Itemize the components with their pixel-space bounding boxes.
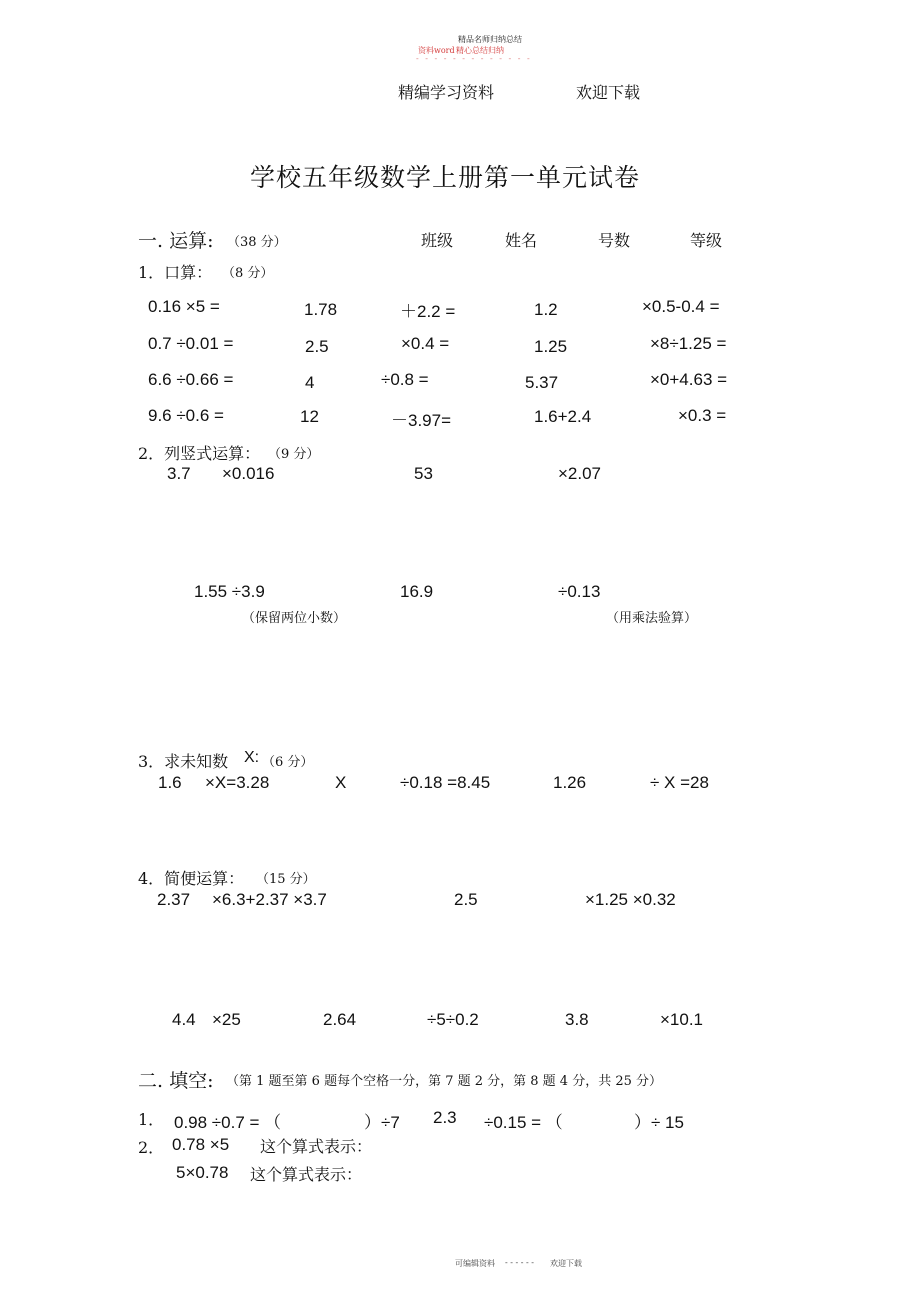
q1-r4c3: －3.97=: [391, 411, 452, 430]
s2-q2-text: 这个算式表示：: [260, 1137, 373, 1156]
q1-r2c3: ×0.4 =: [401, 334, 450, 353]
info-name: 姓名: [505, 231, 538, 250]
q3-c: X: [335, 773, 347, 792]
q1-r4c4: 1.6+2.4: [534, 407, 592, 426]
footer-left: 可编辑资料: [455, 1259, 495, 1268]
q3-x: X:: [244, 749, 260, 766]
q4-r1a: 2.37: [157, 890, 191, 909]
q1-r2c1: 0.7 ÷0.01 =: [148, 334, 234, 353]
q2-r1d: ×2.07: [558, 464, 602, 483]
q4-points: （15 分）: [256, 872, 316, 887]
subtitle-right: 欢迎下载: [576, 83, 641, 102]
q1-label: 1．口算：: [138, 263, 213, 282]
q4-r2c: 2.64: [323, 1010, 357, 1029]
q1-r4c1: 9.6 ÷0.6 =: [148, 406, 224, 425]
q3-points: （6 分）: [262, 755, 314, 770]
subtitle-left: 精编学习资料: [398, 83, 495, 102]
q1-r4c5: ×0.3 =: [678, 406, 727, 425]
q2-r1c: 53: [414, 464, 433, 483]
q1-r2c5: ×8÷1.25 =: [650, 334, 727, 353]
q1-r1c5: ×0.5-0.4 =: [642, 297, 720, 316]
q2-points: （9 分）: [268, 447, 320, 462]
page-title: 学校五年级数学上册第一单元试卷: [250, 163, 641, 192]
s2-q2-label: 2．: [138, 1138, 165, 1157]
section1-points: （38 分）: [227, 235, 287, 250]
q1-r1c3: ＋2.2 =: [400, 302, 456, 321]
q3-d: ÷0.18 =8.45: [400, 773, 491, 792]
s2-q2b-expr: 5×0.78: [176, 1163, 229, 1182]
q1-r2c4: 1.25: [534, 337, 568, 356]
q1-r2c2: 2.5: [305, 337, 329, 356]
s2-q2-expr: 0.78 ×5: [172, 1135, 230, 1154]
q1-r3c1: 6.6 ÷0.66 =: [148, 370, 234, 389]
q2-r2c: ÷0.13: [558, 582, 601, 601]
q4-r2a: 4.4: [172, 1010, 196, 1029]
q1-points: （8 分）: [222, 266, 274, 281]
header-red-left: 资料word: [418, 46, 455, 55]
header-dashes: - - - - - - - - - - - - -: [416, 54, 532, 63]
q2-r2b: 16.9: [400, 582, 434, 601]
q3-a: 1.6: [158, 773, 182, 792]
q4-r2b: ×25: [212, 1010, 241, 1029]
s2-q1-label: 1．: [138, 1110, 165, 1129]
q4-label: 4．简便运算：: [138, 869, 245, 888]
q1-r3c4: 5.37: [525, 373, 559, 392]
q4-r1d: ×1.25 ×0.32: [585, 890, 676, 909]
q1-r4c2: 12: [300, 407, 319, 426]
s2-q1-e: ）÷ 15: [634, 1113, 684, 1132]
q1-r3c3: ÷0.8 =: [381, 370, 429, 389]
section2-note: （第 1 题至第 6 题每个空格一分，第 7 题 2 分，第 8 题 4 分，共 25 分）: [226, 1074, 663, 1089]
q3-e: 1.26: [553, 773, 587, 792]
q4-r1c: 2.5: [454, 890, 478, 909]
header-red-right: 精心总结归纳: [456, 46, 504, 55]
section1-heading: 一. 运算:: [138, 230, 214, 252]
info-number: 号数: [598, 231, 631, 250]
q1-r3c5: ×0+4.63 =: [650, 370, 728, 389]
q2-r1a: 3.7: [167, 464, 191, 483]
q4-r2f: ×10.1: [660, 1010, 704, 1029]
q3-label: 3．求未知数: [138, 752, 229, 771]
section2-heading: 二. 填空:: [138, 1070, 214, 1092]
s2-q1-c: 2.3: [433, 1108, 457, 1127]
q2-r2a: 1.55 ÷3.9: [194, 582, 265, 601]
q2-label: 2．列竖式运算：: [138, 444, 261, 463]
footer-dashes: - - - - - -: [505, 1258, 534, 1267]
q2-r1b: ×0.016: [222, 464, 275, 483]
q2-note-right: （用乘法验算）: [606, 611, 698, 626]
s2-q1-a: 0.98 ÷0.7 = （: [174, 1113, 282, 1132]
s2-q2b-text: 这个算式表示：: [250, 1165, 363, 1184]
s2-q1-d: ÷0.15 = （: [484, 1113, 563, 1132]
q3-b: ×X=3.28: [205, 773, 270, 792]
q3-f: ÷ X =28: [650, 773, 709, 792]
q4-r2e: 3.8: [565, 1010, 589, 1029]
q4-r1b: ×6.3+2.37 ×3.7: [212, 890, 327, 909]
header-top-line: 精品名师归纳总结: [458, 35, 522, 44]
q1-r1c2: 1.78: [304, 300, 338, 319]
info-grade: 等级: [690, 231, 723, 250]
q4-r2d: ÷5÷0.2: [427, 1010, 479, 1029]
q2-note-left: （保留两位小数）: [242, 611, 347, 626]
footer-right: 欢迎下载: [550, 1259, 582, 1268]
q1-r1c4: 1.2: [534, 300, 558, 319]
q1-r1c1: 0.16 ×5 =: [148, 297, 220, 316]
q1-r3c2: 4: [305, 373, 315, 392]
info-class: 班级: [421, 231, 454, 250]
s2-q1-b: ）÷7: [364, 1113, 400, 1132]
